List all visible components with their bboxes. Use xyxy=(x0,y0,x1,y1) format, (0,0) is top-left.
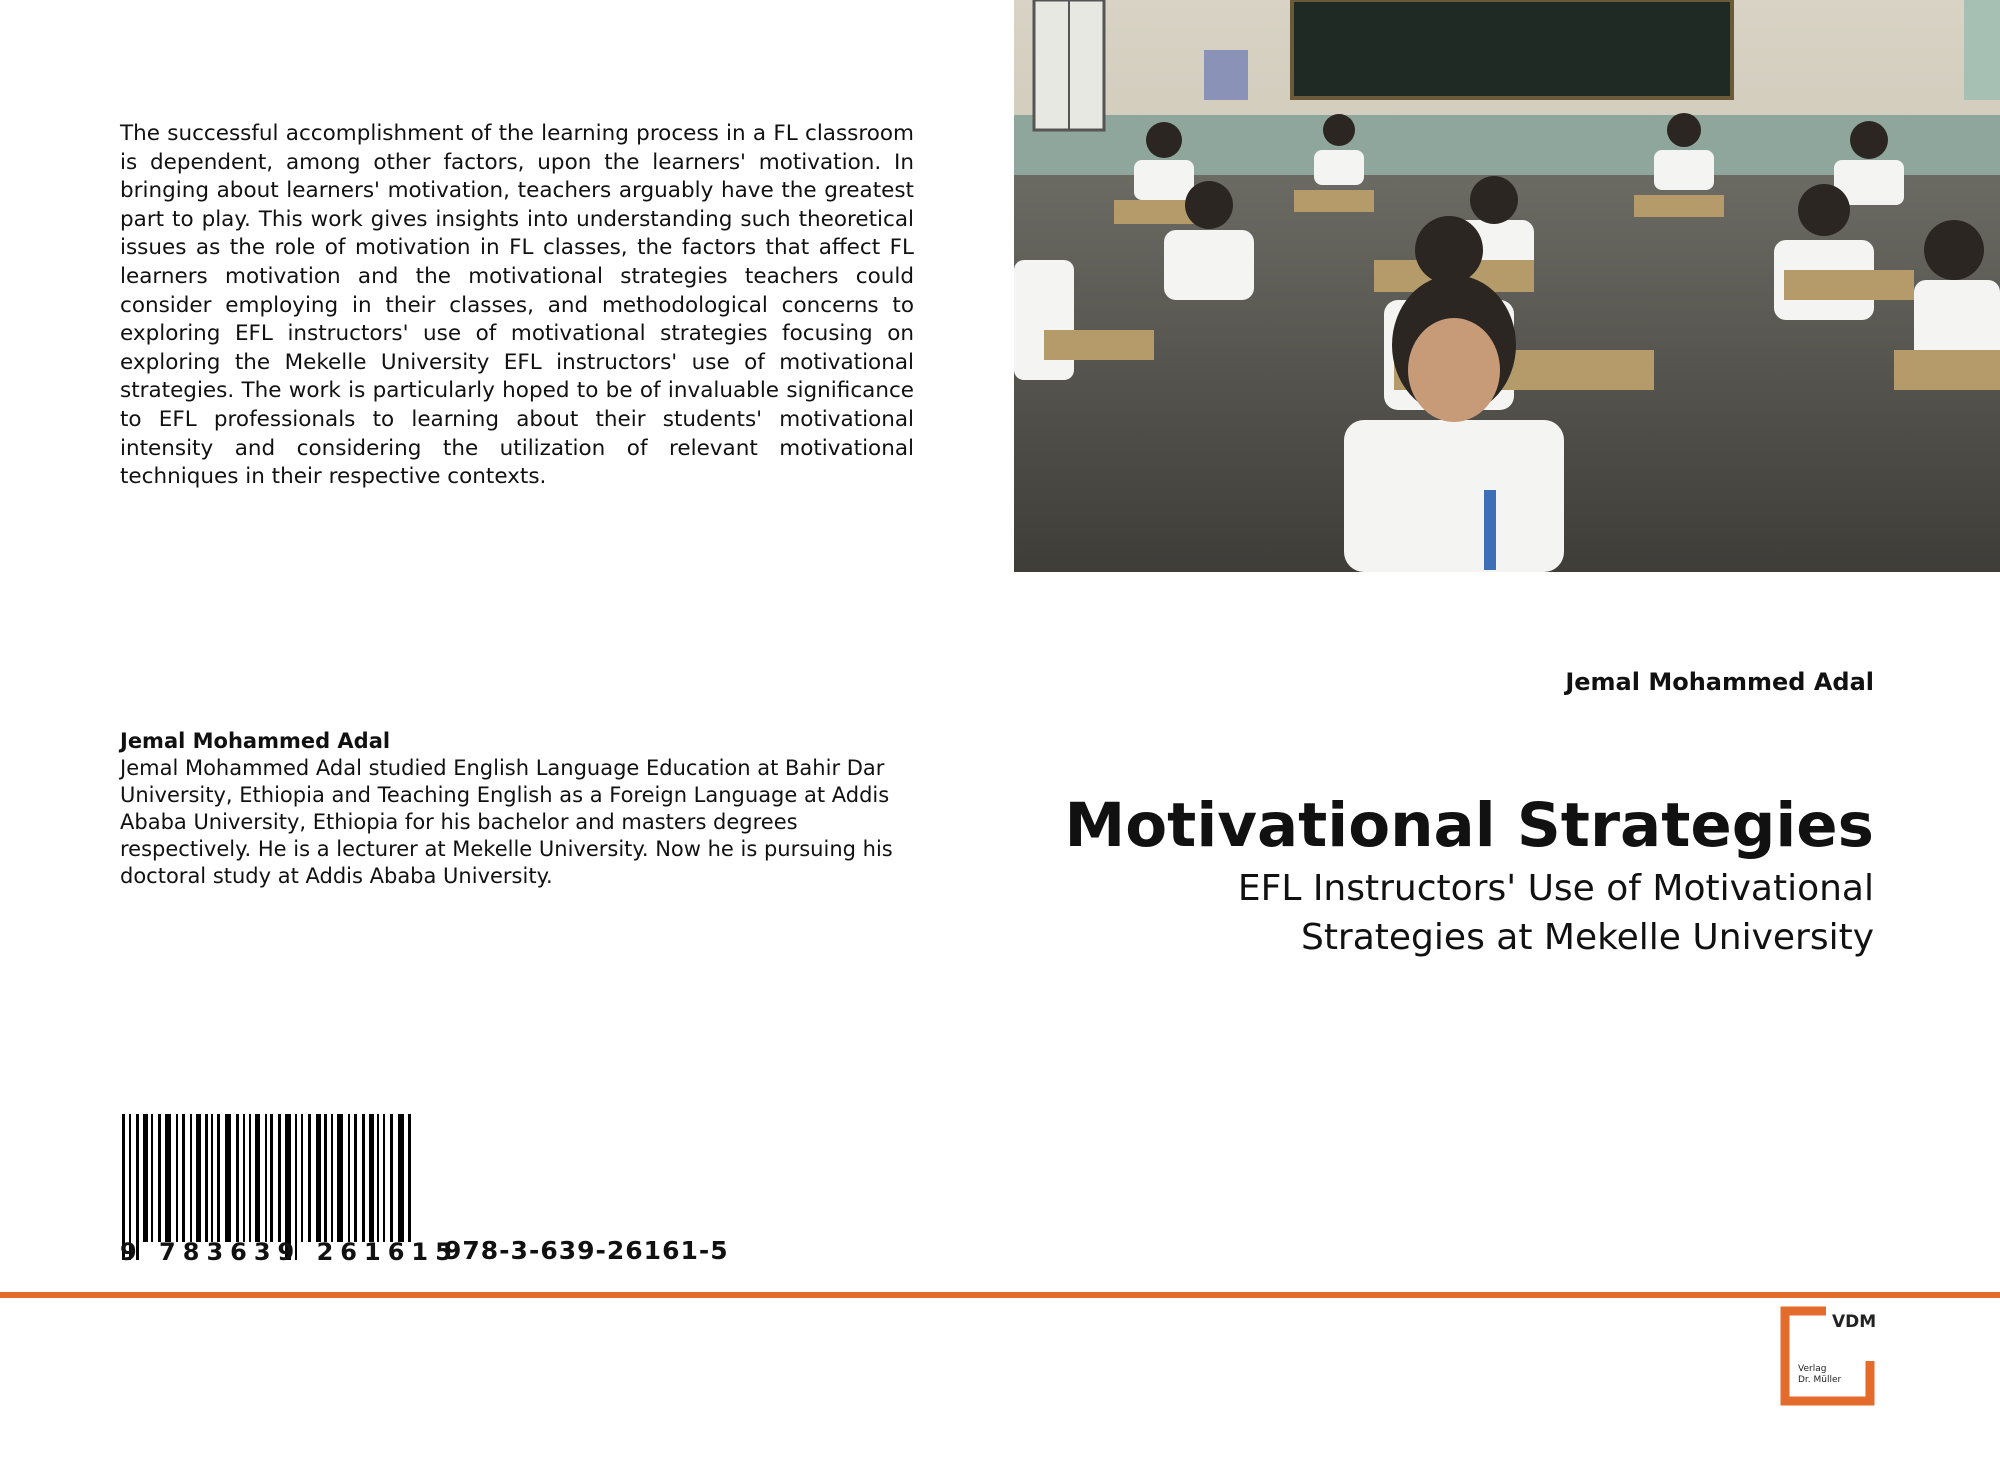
publisher-line2: Dr. Müller xyxy=(1798,1375,1842,1385)
front-author: Jemal Mohammed Adal xyxy=(1565,668,1874,696)
author-bio xyxy=(120,728,920,890)
author-bio-text: Jemal Mohammed Adal studied English Language Education at Bahir Dar University, Ethiopia and Teaching English as a Foreign Language at Addis Ababa University, Ethiopia for his bachelor and masters degrees respectively. He is a lecturer at Mekelle University. Now he is pursuing his doctoral study at Addis Ababa University. xyxy=(120,756,893,888)
publisher-line1: Verlag xyxy=(1798,1364,1827,1374)
book-subtitle: EFL Instructors' Use of Motivational Strategies at Mekelle University xyxy=(1237,868,1874,958)
classroom-photo xyxy=(1014,0,2000,572)
back-cover-blurb: The successful accomplishment of the learning process in a FL classroom is dependent, among other factors, upon the learners' motivation. In bringing about learners' motivation, teachers arguably have the greatest part to play. This work gives insights into understanding such theoretical issues as the role of motivation in FL classes, the factors that affect FL learners motivation and the motivational strategies teachers could consider employing in their classes, and methodological concerns to exploring EFL instructors' use of motivational strategies focusing on exploring the Mekelle University EFL instructors' use of motivational strategies. The work is particularly hoped to be of invaluable significance to EFL professionals to learning about their students' motivational intensity and considering the utilization of relevant motivational techniques in their respective contexts. xyxy=(120,121,914,490)
orange-divider xyxy=(0,1292,2000,1298)
barcode-digits: 9 783639 261615 xyxy=(120,1238,459,1266)
book-title: Motivational Strategies xyxy=(1064,790,1874,861)
isbn-barcode xyxy=(120,1114,459,1266)
publisher-logo xyxy=(1780,1306,1876,1406)
isbn-number: 978-3-639-26161-5 xyxy=(444,1236,729,1265)
publisher-subline xyxy=(1798,1364,1841,1386)
publisher-name: VDM xyxy=(1832,1312,1877,1332)
author-bio-name: Jemal Mohammed Adal xyxy=(120,729,391,753)
